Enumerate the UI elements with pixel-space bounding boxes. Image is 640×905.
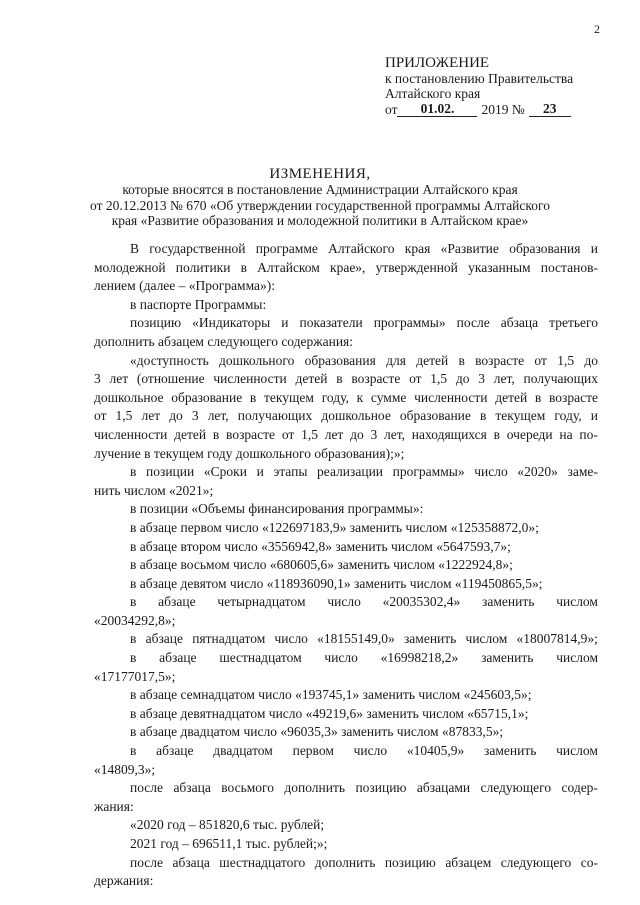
body-line: в абзаце девятом число «118936090,1» заменить числом «119450865,5»; [130,575,543,591]
body-line: от 1,5 лет до 3 лет, получающих дошкольное образование в текущем году, и [94,408,598,424]
subtitle-line: от 20.12.2013 № 670 «Об утверждении государственной программы Алтайского [90,197,550,213]
body-line: нить числом «2021»; [94,482,214,498]
body-line: «20034292,8»; [94,612,176,628]
body-line: в абзаце девятнадцатом число «49219,6» заменить числом «65715,1»; [130,705,529,721]
body-line: в абзаце восьмом число «680605,6» заменить числом «1222924,8»; [130,557,513,573]
body-line: в абзаце двадцатом первом число «10405,9» заменить числом [130,743,598,759]
body-line: «2020 год – 851820,6 тыс. рублей; [130,817,325,833]
appendix-line: к постановлению Правительства [385,71,574,86]
body-line: в паспорте Программы: [130,296,267,312]
body-line: позицию «Индикаторы и показатели программы» после абзаца третьего [130,315,598,331]
appendix-block [385,56,573,117]
body-line: В государственной программе Алтайского края «Развитие образования и [130,241,598,256]
body-line: в абзаце пятнадцатом число «18155149,0» заменить числом «18007814,9»; [130,631,598,647]
body-line: в абзаце двадцатом число «96035,3» заменить числом «87833,5»; [130,724,504,740]
document-body [94,240,598,891]
body-line: в абзаце семнадцатом число «193745,1» заменить числом «245603,5»; [130,687,532,703]
page-number: 2 [594,22,600,36]
appendix-year: 2019 № [481,102,525,117]
body-line: лучение в текущем году дошкольного образования);»; [94,445,405,461]
body-line: в абзаце четырнадцатом число «20035302,4» заменить числом [130,594,598,610]
body-line: в абзаце шестнадцатом число «16998218,2» заменить числом [130,650,598,666]
body-line: лением (далее – «Программа»): [94,278,276,294]
body-line: «17177017,5»; [94,668,176,684]
document-subtitle [0,182,640,229]
appendix-number: 23 [529,101,571,117]
body-line: «14809,3»; [94,761,156,777]
body-line: 2021 год – 696511,1 тыс. рублей;»; [130,836,328,851]
subtitle-line: края «Развитие образования и молодежной политики в Алтайском крае» [111,213,529,228]
body-line: в позиции «Объемы финансирования программы»: [130,501,424,517]
body-line: 3 лет (отношение численности детей в возрасте от 1,5 до 3 лет, получающих [94,371,598,387]
body-line: жания: [94,798,134,814]
subtitle-line: которые вносятся в постановление Администрации Алтайского края [122,182,518,197]
from-label: от [385,102,398,117]
body-line: после абзаца восьмого дополнить позицию абзацами следующего содер- [130,780,598,796]
appendix-date: 01.02. [397,101,477,117]
appendix-title: ПРИЛОЖЕНИЕ [385,55,490,71]
body-line: в абзаце первом число «122697183,9» заменить числом «125358872,0»; [130,519,539,535]
body-line: держания: [94,873,154,889]
body-line: дошкольное образование в текущем году, к сумме численности детей в возрасте [94,389,598,405]
appendix-line: Алтайского края [385,86,481,101]
body-line: дополнить абзацем следующего содержания: [94,333,354,349]
body-line: численности детей в возрасте от 1,5 лет до 3 лет, находящихся в очереди на по- [94,426,598,442]
body-line: «доступность дошкольного образования для детей в возрасте от 1,5 до [130,352,598,368]
body-line: после абзаца шестнадцатого дополнить позицию абзацем следующего со- [130,854,598,870]
appendix-date-line [385,101,573,117]
body-line: в позиции «Сроки и этапы реализации программы» число «2020» заме- [130,464,598,480]
body-line: молодежной политики в Алтайском крае», утвержденной указанным постанов- [94,259,598,275]
document-title: ИЗМЕНЕНИЯ, [269,166,371,182]
body-line: в абзаце втором число «3556942,8» заменить числом «5647593,7»; [130,538,511,554]
